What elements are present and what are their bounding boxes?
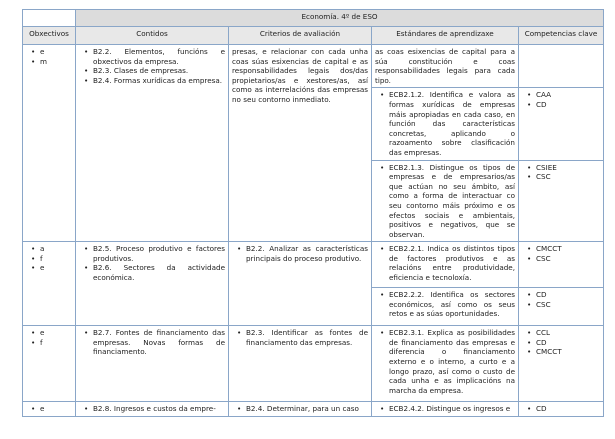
content-item: • B2.8. Ingresos e custos da empre- xyxy=(85,404,225,414)
table-title: Economía. 4º de ESO xyxy=(76,10,604,27)
criteria-item: • B2.2. Analizar as características principais do proceso produtivo. xyxy=(238,244,368,263)
contents-cell xyxy=(76,326,229,402)
header-standards: Estándares de aprendizaxe xyxy=(372,27,519,45)
standard-cell xyxy=(372,288,519,326)
table-row xyxy=(23,402,604,417)
objective-item: • e xyxy=(32,328,72,338)
table-title-row xyxy=(23,10,604,27)
title-spacer-cell xyxy=(23,10,76,27)
criteria-item: • B2.4. Determinar, para un caso xyxy=(238,404,368,414)
table-header-row xyxy=(23,27,604,45)
objective-item: • f xyxy=(32,254,72,264)
standard-cell: as coas esixencias de capital para a súa constitución e coas responsabilidades legais para cada tipo. xyxy=(372,45,519,88)
criteria-cell xyxy=(229,402,372,417)
standard-item: • ECB2.4.2. Distingue os ingresos e xyxy=(381,404,515,414)
competence-item: • CSC xyxy=(528,172,600,182)
table-row xyxy=(23,326,604,402)
competences-cell xyxy=(519,402,604,417)
competence-item: • CD xyxy=(528,404,600,414)
competence-item: • CD xyxy=(528,290,600,300)
contents-cell xyxy=(76,242,229,326)
content-item: • B2.6. Sectores da actividade económica. xyxy=(85,263,225,282)
standard-item: • ECB2.1.2. Identifica e valora as formas xurídicas de empresas máis apropiadas en cada caso, en función das características concretas, aplicando o razoamento sobre clasificación das empresas. xyxy=(381,90,515,157)
competence-item: • CAA xyxy=(528,90,600,100)
objectives-cell xyxy=(23,242,76,326)
standard-cell xyxy=(372,402,519,417)
standard-cell xyxy=(372,326,519,402)
content-item: • B2.2. Elementos, funcións e obxectivos da empresa. xyxy=(85,47,225,66)
table-row xyxy=(23,45,604,88)
competence-item: • CMCCT xyxy=(528,347,600,357)
competence-item: • CSIEE xyxy=(528,163,600,173)
competence-item: • CD xyxy=(528,100,600,110)
content-item: • B2.4. Formas xurídicas da empresa. xyxy=(85,76,225,86)
header-contents: Contidos xyxy=(76,27,229,45)
competences-cell xyxy=(519,88,604,160)
competences-cell xyxy=(519,242,604,288)
competence-item: • CSC xyxy=(528,300,600,310)
criteria-cell: presas, e relacionar con cada unha coas súas esixencias de capital e as responsabilidades legais dos/das propietarios/as e xestores/as, así como as interrelacións das empresas no seu contorno inmediato. xyxy=(229,45,372,242)
criteria-cell xyxy=(229,242,372,326)
table-row xyxy=(23,242,604,288)
contents-cell xyxy=(76,45,229,242)
contents-cell xyxy=(76,402,229,417)
standard-cell xyxy=(372,160,519,242)
header-competences: Competencias clave xyxy=(519,27,604,45)
objective-item: • e xyxy=(32,47,72,57)
curriculum-table xyxy=(22,9,604,417)
objective-item: • f xyxy=(32,338,72,348)
objective-item: • e xyxy=(32,263,72,273)
competences-cell xyxy=(519,45,604,88)
header-objectives: Obxectivos xyxy=(23,27,76,45)
standard-item: • ECB2.1.3. Distingue os tipos de empresas e de empresarios/as que actúan no seu ámbito, así como a forma de interactuar co seu contorno máis próximo e os efectos sociais e ambientais, positivos e negativos, que se observan. xyxy=(381,163,515,240)
objectives-cell xyxy=(23,402,76,417)
content-item: • B2.3. Clases de empresas. xyxy=(85,66,225,76)
standard-item: • ECB2.2.2. Identifica os sectores económicos, así como os seus retos e as súas oportunidades. xyxy=(381,290,515,319)
standard-cell xyxy=(372,88,519,160)
objectives-cell xyxy=(23,326,76,402)
competences-cell xyxy=(519,160,604,242)
competences-cell xyxy=(519,326,604,402)
objectives-cell xyxy=(23,45,76,242)
competences-cell xyxy=(519,288,604,326)
content-item: • B2.7. Fontes de financiamento das empresas. Novas formas de financiamento. xyxy=(85,328,225,357)
criteria-cell xyxy=(229,326,372,402)
objective-item: • e xyxy=(32,404,72,414)
objective-item: • m xyxy=(32,57,72,67)
standard-cell xyxy=(372,242,519,288)
header-criteria: Criterios de avaliación xyxy=(229,27,372,45)
standard-item: • ECB2.3.1. Explica as posibilidades de financiamento das empresas e diferencia o financiamento externo e o interno, a curto e a longo prazo, así como o custo de cada unha e as implicacións na marcha da empresa. xyxy=(381,328,515,395)
criteria-item: • B2.3. Identificar as fontes de financiamento das empresas. xyxy=(238,328,368,347)
competence-item: • CMCCT xyxy=(528,244,600,254)
competence-item: • CSC xyxy=(528,254,600,264)
content-item: • B2.5. Proceso produtivo e factores produtivos. xyxy=(85,244,225,263)
competence-item: • CD xyxy=(528,338,600,348)
competence-item: • CCL xyxy=(528,328,600,338)
standard-item: • ECB2.2.1. Indica os distintos tipos de factores produtivos e as relacións entre produtividade, eficiencia e tecnoloxía. xyxy=(381,244,515,282)
objective-item: • a xyxy=(32,244,72,254)
